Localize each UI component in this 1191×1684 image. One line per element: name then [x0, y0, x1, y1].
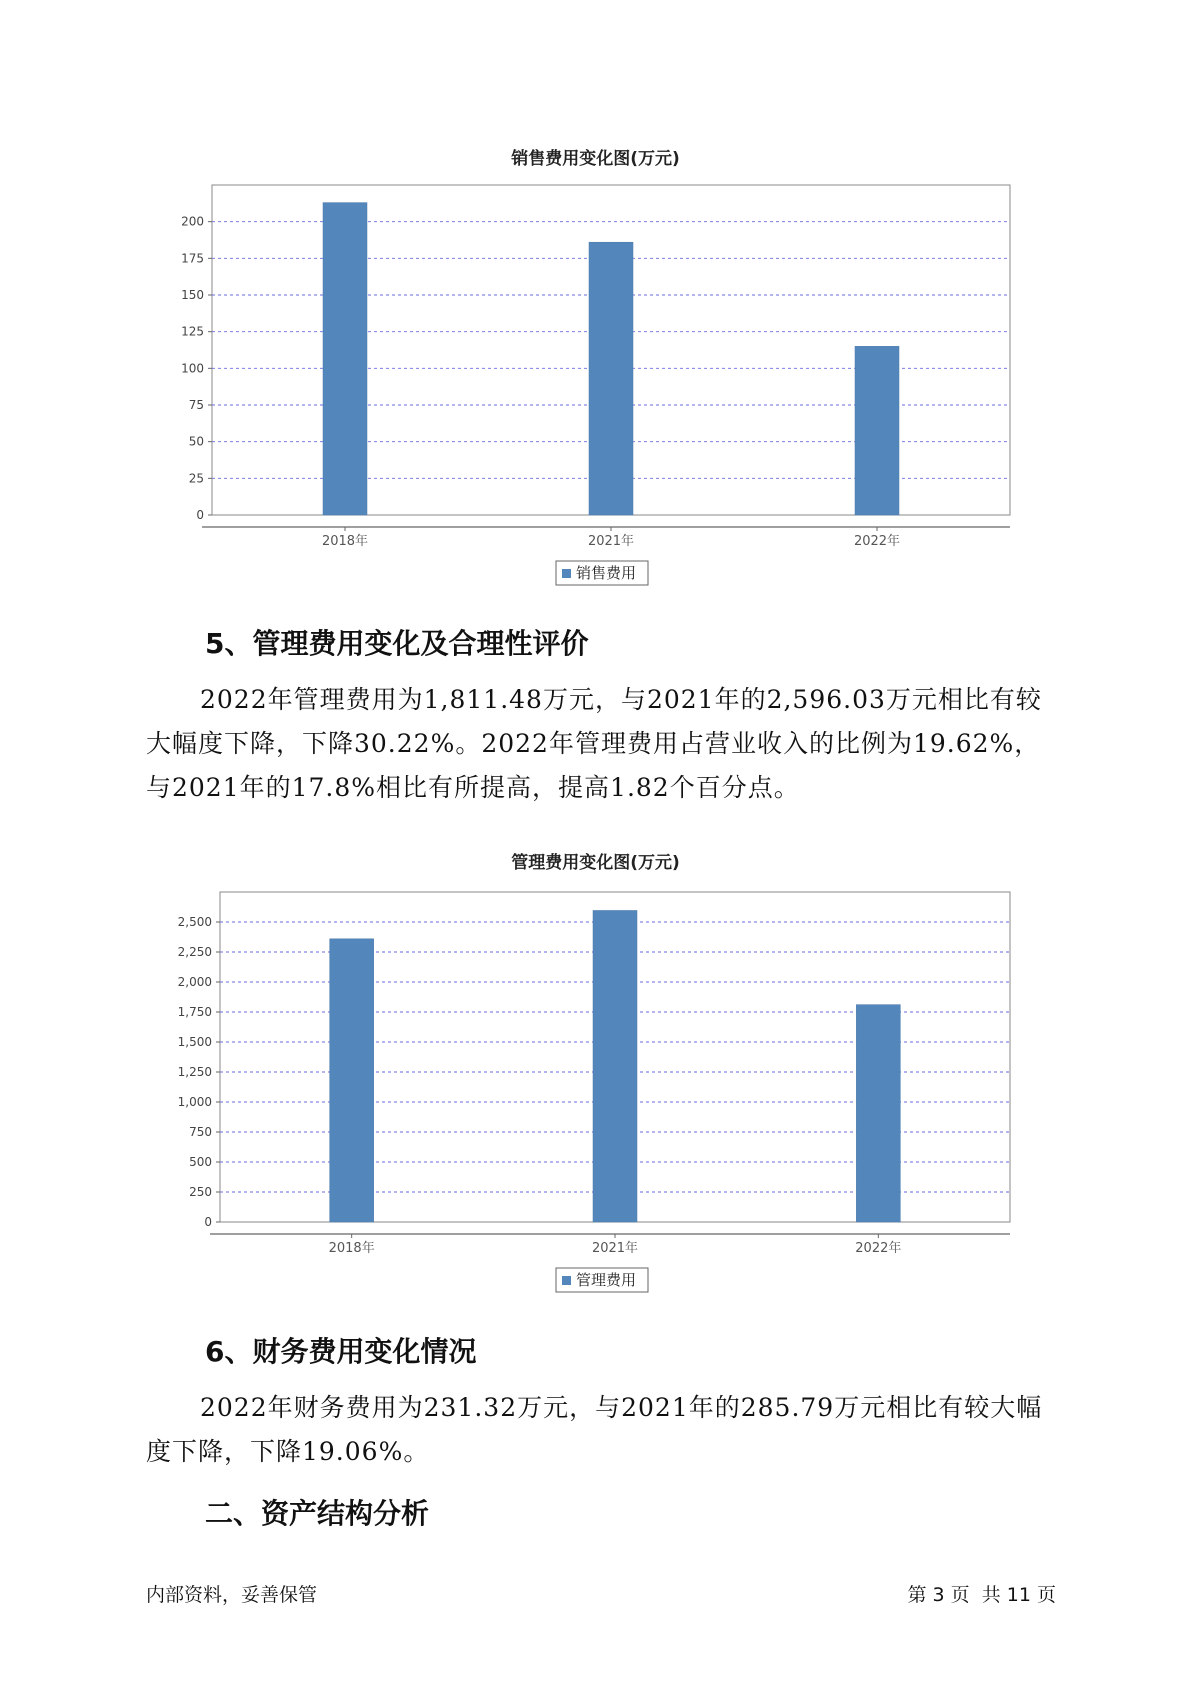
- paragraph-finance-expense: [146, 1386, 1046, 1474]
- y-tick-label: 1,500: [177, 1035, 212, 1049]
- paragraph-line: 2022年财务费用为231.32万元，与2021年的285.79万元相比有较大幅: [200, 1393, 1043, 1422]
- bar-2022年: [856, 1005, 900, 1222]
- y-tick-label: 1,000: [177, 1095, 212, 1109]
- x-tick-label: 2018年: [328, 1241, 375, 1256]
- section-heading-asset-structure: 二、资产结构分析: [205, 1497, 430, 1530]
- y-tick-label: 1,750: [177, 1005, 212, 1019]
- y-tick-label: 25: [188, 471, 204, 486]
- y-tick-label: 2,250: [177, 945, 212, 959]
- y-tick-label: 750: [189, 1125, 212, 1139]
- bar-2021年: [589, 242, 633, 515]
- bar-2018年: [330, 939, 374, 1222]
- y-tick-label: 250: [189, 1185, 212, 1199]
- footer-page-number: 第 3 页 共 11 页: [907, 1584, 1056, 1606]
- y-tick-label: 100: [181, 361, 204, 376]
- y-tick-label: 2,000: [177, 975, 212, 989]
- paragraph-line: 大幅度下降，下降30.22%。2022年管理费用占营业收入的比例为19.62%，: [146, 729, 1041, 758]
- y-tick-label: 500: [189, 1155, 212, 1169]
- section-heading-finance-expense: 6、财务费用变化情况: [205, 1335, 477, 1368]
- y-tick-label: 200: [181, 214, 204, 229]
- x-tick-label: 2021年: [587, 534, 635, 549]
- paragraph-line: 度下降，下降19.06%。: [146, 1437, 430, 1466]
- y-tick-label: 150: [181, 288, 204, 302]
- y-tick-label: 1,250: [177, 1065, 212, 1079]
- paragraph-line: 2022年管理费用为1,811.48万元，与2021年的2,596.03万元相比有较: [200, 685, 1042, 714]
- x-tick-label: 2022年: [855, 1241, 902, 1256]
- legend-label: 管理费用: [576, 1271, 637, 1289]
- footer-confidential: 内部资料，妥善保管: [146, 1584, 318, 1606]
- y-tick-label: 75: [188, 398, 204, 412]
- y-tick-label: 50: [188, 434, 204, 449]
- y-tick-label: 0: [204, 1215, 212, 1229]
- legend-swatch: [562, 569, 571, 578]
- paragraph-line: 与2021年的17.8%相比有所提高，提高1.82个百分点。: [146, 773, 800, 802]
- bar-2021年: [593, 910, 637, 1222]
- legend-swatch: [562, 1276, 571, 1285]
- section-heading-admin-expense: 5、管理费用变化及合理性评价: [205, 627, 589, 660]
- bar-2018年: [323, 203, 367, 515]
- y-tick-label: 0: [196, 508, 204, 522]
- bar-2022年: [855, 346, 899, 515]
- admin-expense-chart: [0, 870, 1191, 1310]
- legend-label: 销售费用: [576, 564, 637, 582]
- x-tick-label: 2021年: [591, 1241, 639, 1256]
- chart-title-sales: 销售费用变化图(万元): [511, 149, 680, 169]
- y-tick-label: 175: [181, 251, 204, 266]
- y-tick-label: 125: [181, 324, 204, 339]
- x-tick-label: 2018年: [321, 534, 369, 549]
- x-tick-label: 2022年: [853, 534, 901, 549]
- y-tick-label: 2,500: [177, 915, 212, 929]
- sales-expense-chart: [0, 160, 1191, 600]
- chart-title-admin: 管理费用变化图(万元): [511, 853, 680, 873]
- paragraph-admin-expense: [146, 678, 1046, 810]
